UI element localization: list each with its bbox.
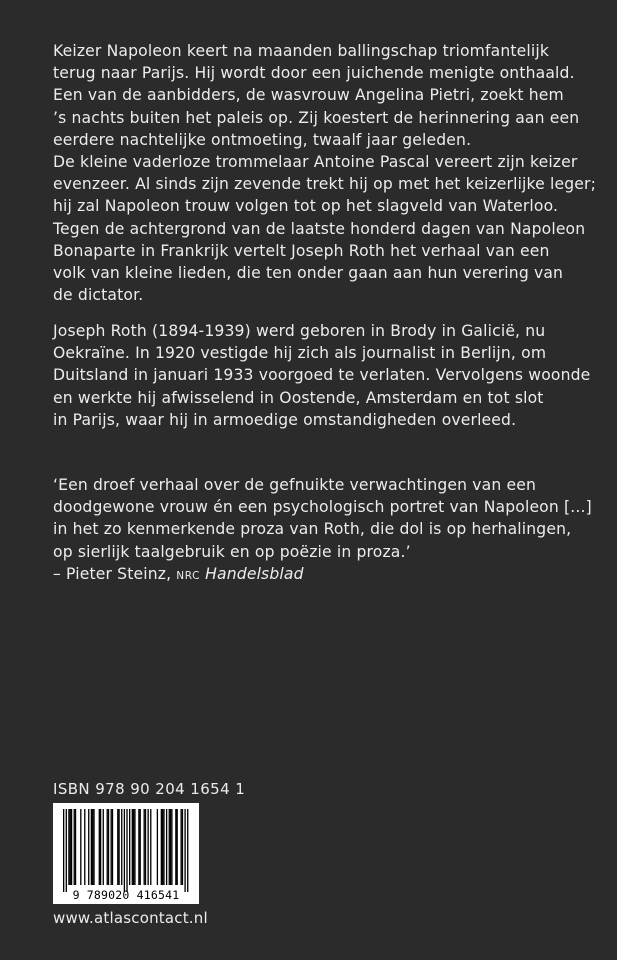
barcode [53,803,199,904]
barcode-bar [75,809,76,885]
synopsis-line: eerdere nachtelijke ontmoeting, twaalf jaar geleden. [53,130,472,149]
barcode-bar [84,809,85,885]
publisher-website: www.atlascontact.nl [53,909,208,927]
barcode-digits: 9 789020 416541 [72,888,180,902]
attribution-source-caps: NRC [176,569,201,582]
barcode-bar [163,809,164,885]
barcode-bar [166,809,167,885]
barcode-bar [182,809,183,885]
quote-line: doodgewone vrouw én een psychologisch portret van Napoleon [...] [53,498,592,517]
synopsis-line: hij zal Napoleon trouw volgen tot op het slagveld van Waterloo. [53,197,559,216]
synopsis-line: Bonaparte in Frankrijk vertelt Joseph Roth het verhaal van een [53,241,550,260]
barcode-bar [117,809,118,885]
barcode-bar [107,809,108,885]
quote-line: ‘Een droef verhaal over de gefnuikte verwachtingen van een [53,476,537,494]
barcode-bar [88,809,89,885]
bio-line: Joseph Roth (1894-1939) werd geboren in Brody in Galicië, nu [53,322,546,340]
barcode-bar [133,809,134,885]
barcode-bar [162,809,163,885]
bio-line: en werkte hij afwisselend in Oostende, Amsterdam en tot slot [53,388,544,407]
barcode-bar [145,809,146,885]
barcode-bar [171,809,172,885]
barcode-bar [129,809,130,885]
barcode-bar [74,809,75,885]
synopsis-line: De kleine vaderloze trommelaar Antoine Pascal vereert zijn keizer [53,153,578,172]
barcode-bar [177,809,178,885]
synopsis-line: volk van kleine lieden, die ten onder gaan aan hun verering van [53,264,564,283]
barcode-bar [99,809,100,885]
barcode-bar [138,809,139,885]
barcode-bar [161,809,162,885]
barcode-bar [140,809,141,885]
barcode-bar [126,809,127,892]
barcode-bar [71,809,72,885]
bio-line: Duitsland in januari 1933 voorgoed te verlaten. Vervolgens woonde [53,366,591,385]
barcode-bar [157,809,158,885]
barcode-bar [111,809,112,885]
barcode-bar [121,809,122,885]
barcode-bar [63,809,64,892]
quote-attribution [53,563,593,587]
barcode-bar [169,809,170,885]
barcode-bar [184,809,185,892]
bio-line: Oekraïne. In 1920 vestigde hij zich als journalist in Berlijn, om [53,344,547,363]
barcode-bar [92,809,93,885]
barcode-bar [103,809,104,885]
barcode-bar [180,809,181,885]
synopsis-line: de dictator. [53,286,144,305]
barcode-bar [124,809,125,892]
attribution-author: – Pieter Steinz, [53,564,172,583]
author-biography [53,320,593,431]
synopsis-line: ’s nachts buiten het paleis op. Zij koestert de herinnering aan een [53,108,580,127]
synopsis-line: Keizer Napoleon keert na maanden ballingschap triomfantelijk [53,42,550,60]
barcode-bar [80,809,81,885]
review-quote [53,474,593,587]
barcode-bar [132,809,133,885]
quote-line: op sierlijk taalgebruik en op poëzie in proza.’ [53,542,411,561]
isbn-label: ISBN 978 90 204 1654 1 [53,780,246,798]
barcode-bar [112,809,113,885]
barcode-graphic [53,803,199,904]
quote-line: in het zo kenmerkende proza van Roth, die dol is op herhalingen, [53,520,572,539]
synopsis-line: Tegen de achtergrond van de laatste honderd dagen van Napoleon [53,219,586,238]
barcode-bar [93,809,94,885]
barcode-bar [150,809,151,885]
barcode-bar [147,809,148,885]
barcode-bar [108,809,109,885]
barcode-bar [100,809,101,885]
barcode-bar [187,809,188,892]
barcode-bar [175,809,176,885]
synopsis-line: Een van de aanbidders, de wasvrouw Angelina Pietri, zoekt hem [53,86,564,105]
barcode-bar [70,809,71,885]
synopsis-line: evenzeer. Al sinds zijn zevende trekt hij op met het keizerlijke leger; [53,175,596,194]
attribution-source: Handelsblad [205,564,304,583]
barcode-bar [91,809,92,885]
barcode-bar [170,809,171,885]
synopsis-line: terug naar Parijs. Hij wordt door een juichende menigte onthaald. [53,64,575,83]
barcode-bar [134,809,135,885]
bio-line: in Parijs, waar hij in armoedige omstandigheden overleed. [53,410,517,429]
barcode-bar [144,809,145,885]
barcode-bar [68,809,69,885]
barcode-bar [118,809,119,885]
barcode-bar [66,809,67,892]
synopsis-text [53,40,596,306]
